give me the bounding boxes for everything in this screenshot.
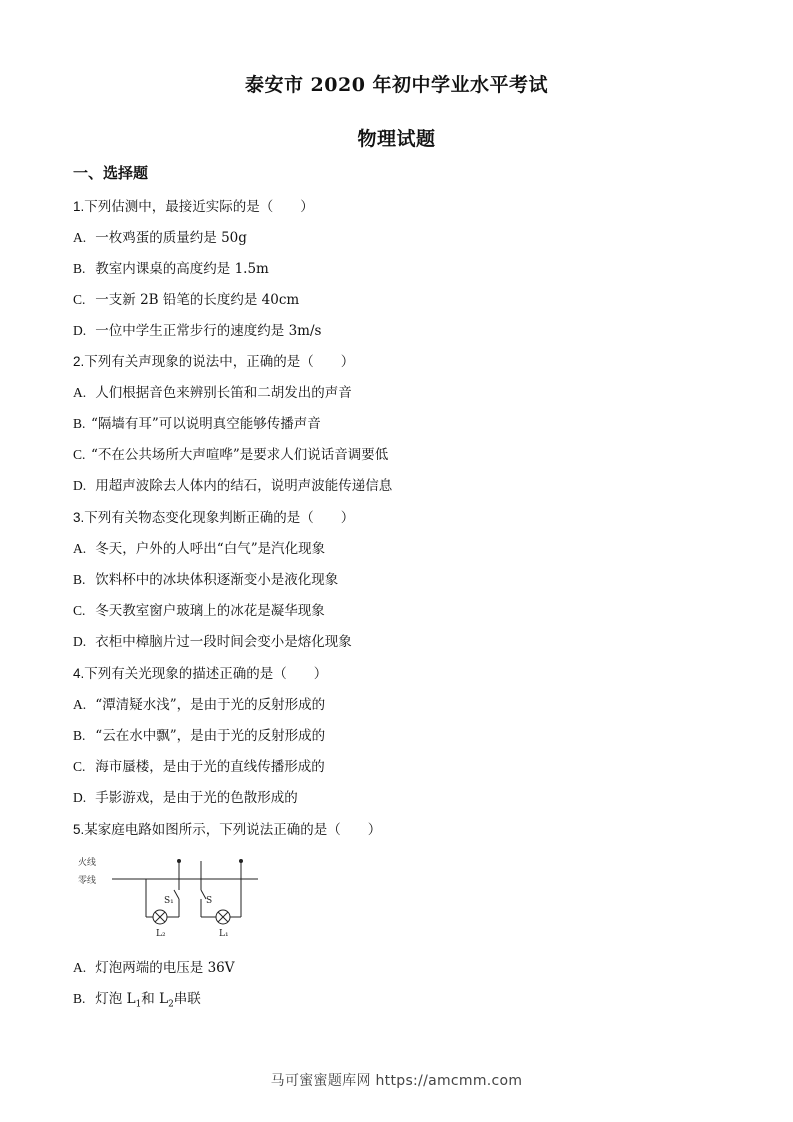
question-3-option-a	[73, 537, 325, 557]
question-5-stem	[73, 818, 381, 838]
question-3-option-c	[73, 599, 325, 619]
option-letter: B.	[73, 728, 86, 743]
option-text: “隔墙有耳”可以说明真空能够传播声音	[91, 416, 321, 432]
footer-watermark: 马可蜜蜜题库网 https://amcmm.com	[270, 1073, 523, 1089]
switch-s-label: S	[206, 896, 213, 906]
exam-subtitle: 物理试题	[357, 128, 436, 150]
option-text: 用超声波除去人体内的结石，说明声波能传递信息	[95, 478, 393, 494]
option-letter: B.	[73, 416, 86, 431]
option-text: 教室内课桌的高度约是 1.5m	[95, 261, 269, 277]
question-1-option-d	[73, 319, 321, 339]
option-letter: D.	[73, 478, 87, 493]
option-text: 一支新 2B 铅笔的长度约是 40cm	[95, 292, 300, 308]
question-2-option-d	[73, 474, 392, 494]
question-number: 3.	[73, 510, 85, 525]
exam-title: 泰安市 2020 年初中学业水平考试	[244, 74, 549, 96]
question-1-option-c	[73, 288, 299, 308]
option-letter: C.	[73, 292, 86, 307]
option-letter: C.	[73, 603, 86, 618]
question-3-stem	[73, 506, 354, 526]
question-2-option-b	[73, 412, 321, 432]
question-number: 1.	[73, 199, 85, 214]
option-text: “云在水中飘”，是由于光的反射形成的	[95, 728, 326, 744]
option-letter: C.	[73, 759, 86, 774]
question-5-option-a	[73, 956, 235, 976]
question-1-stem	[73, 195, 314, 215]
option-text: 手影游戏，是由于光的色散形成的	[95, 790, 298, 806]
option-text-mid: 和 L	[141, 991, 169, 1007]
question-3-option-b	[73, 568, 338, 588]
lamp-l1-label: L₁	[219, 929, 229, 939]
option-text: 灯泡两端的电压是 36V	[95, 960, 235, 976]
switch-s1-label: S₁	[164, 896, 174, 906]
neutral-wire-label: 零线	[78, 876, 97, 886]
option-letter: A.	[73, 697, 87, 712]
question-4-option-d	[73, 786, 298, 806]
lamp-l2-label: L₂	[156, 929, 166, 939]
option-letter: B.	[73, 261, 86, 276]
option-letter: D.	[73, 790, 87, 805]
subscript: 2	[168, 999, 174, 1010]
question-3-option-d	[73, 630, 352, 650]
option-letter: A.	[73, 541, 87, 556]
question-4-stem	[73, 662, 327, 682]
question-text: 下列估测中，最接近实际的是（ ）	[84, 199, 314, 215]
option-text: 海市蜃楼，是由于光的直线传播形成的	[95, 759, 325, 775]
question-text: 某家庭电路如图所示，下列说法正确的是（ ）	[84, 822, 382, 838]
option-text: 冬天教室窗户玻璃上的冰花是凝华现象	[95, 603, 325, 619]
option-text: 冬天，户外的人呼出“白气”是汽化现象	[95, 541, 326, 557]
option-letter: A.	[73, 960, 87, 975]
option-text-after: 串联	[173, 991, 201, 1007]
live-wire-label: 火线	[78, 858, 97, 868]
switch-s1-icon	[174, 890, 179, 899]
question-2-option-c	[73, 443, 388, 463]
option-text-before: 灯泡 L	[95, 991, 136, 1007]
question-4-option-a	[73, 693, 325, 713]
question-2-option-a	[73, 381, 352, 401]
option-text: 一枚鸡蛋的质量约是 50g	[95, 230, 247, 246]
option-letter: D.	[73, 634, 87, 649]
section-heading: 一、选择题	[73, 164, 149, 182]
option-letter: A.	[73, 385, 87, 400]
option-text: 衣柜中樟脑片过一段时间会变小是熔化现象	[95, 634, 352, 650]
option-letter: A.	[73, 230, 87, 245]
option-letter: D.	[73, 323, 87, 338]
question-text: 下列有关声现象的说法中，正确的是（ ）	[84, 354, 355, 370]
question-4-option-c	[73, 755, 325, 775]
question-number: 4.	[73, 666, 85, 681]
question-text: 下列有关物态变化现象判断正确的是（ ）	[84, 510, 355, 526]
subscript: 1	[135, 999, 142, 1010]
option-text: 人们根据音色来辨别长笛和二胡发出的声音	[95, 385, 352, 401]
option-text: 一位中学生正常步行的速度约是 3m/s	[95, 323, 322, 339]
question-1-option-a	[73, 226, 247, 246]
question-2-stem	[73, 350, 354, 370]
option-letter: B.	[73, 991, 86, 1006]
option-letter: B.	[73, 572, 86, 587]
question-4-option-b	[73, 724, 325, 744]
question-number: 5.	[73, 822, 85, 837]
question-1-option-b	[73, 257, 269, 277]
option-letter: C.	[73, 447, 86, 462]
option-text: 饮料杯中的冰块体积逐渐变小是液化现象	[95, 572, 339, 588]
option-text: “不在公共场所大声喧哗”是要求人们说话音调要低	[91, 447, 389, 463]
circuit-diagram	[76, 852, 276, 942]
question-number: 2.	[73, 354, 85, 369]
option-text: “潭清疑水浅”，是由于光的反射形成的	[95, 697, 326, 713]
question-5-option-b	[73, 987, 201, 1010]
question-text: 下列有关光现象的描述正确的是（ ）	[84, 666, 328, 682]
